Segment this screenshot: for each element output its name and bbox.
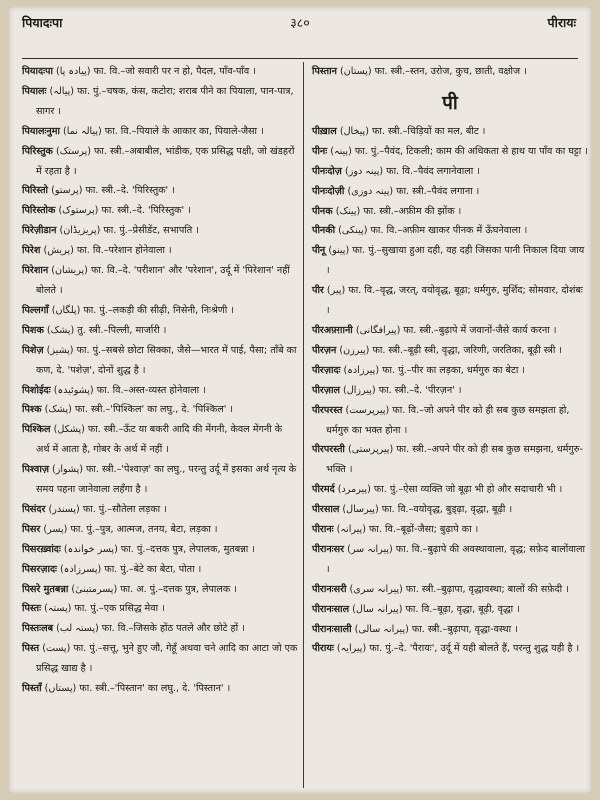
entry-headword: पीनःदोज़ [312,165,342,177]
entry-definition: (پسر) फा. पुं.–पुत्र, आत्मज, तनय, बेटा, लड़का । [40,523,218,535]
entry-definition: (پیالہ) फा. पुं.–चषक, कंस, कटोरा; शराब पीने का पियाला, पान-पात्र, सागर । [36,85,294,117]
entry-headword: पीख़ाल [312,125,337,137]
entry-headword: पिरिस्तुक [22,145,53,157]
entry-headword: पिसर [22,523,41,535]
entry-headword: पीनःदोज़ी [312,185,345,197]
entry-definition: (پیرانہ سر) फा. वि.–बुढ़ापे की अवस्थावाला, वृद्ध; सफ़ेद बालोंवाला । [326,543,586,575]
entry-definition: (پسرمتبنیٰ) फा. अ. पुं.–दत्तक पुत्र, लेपालक । [68,583,237,595]
entry-headword: पिसरज़ादः [22,563,57,575]
entry-headword: पीरज़ादः [312,364,341,376]
dictionary-entry [22,261,298,301]
dictionary-entry [312,500,588,520]
entry-definition: (پشک) फा. स्त्री.–'पिश्किल' का लघु., दे. 'पिश्किल' । [41,404,234,416]
entry-definition: (پستہ) फा. पुं.–एक प्रसिद्ध मेवा । [41,603,165,615]
entry-definition: (پستہ لب) फा. वि.–जिसके होंठ पतले और छोटे हों । [53,623,245,635]
dictionary-entry [22,460,298,500]
entry-headword: पीनः [312,145,328,157]
entry-definition: (پینہ) फा. पुं.–पैवंद, टिकली; काम की अधिकता से हाथ या पाँव का घट्टा । [327,145,588,157]
dictionary-entry [22,321,298,341]
entry-headword: पियालः [22,85,47,97]
dictionary-entry [312,202,588,222]
dictionary-entry [312,281,588,321]
entry-definition: (پیرانہ) फा. वि.–बूढ़ों-जैसा; बुढ़ापे का । [333,524,479,536]
dictionary-entry [312,440,588,480]
dictionary-entry [312,221,588,241]
dictionary-entry [22,301,298,321]
dictionary-entry [22,82,298,122]
dictionary-entry [312,182,588,202]
entry-definition: (پسرزادہ) फा. पुं.–बेटे का बेटा, पोता । [56,563,202,575]
entry-headword: पिशक [22,324,44,336]
entry-definition: (پینکی) फा. वि.–अफ़ीम खाकर पीनक में ऊँघनेवाला । [335,225,528,237]
entry-headword: पिरिस्तोक [22,205,56,217]
header-rule [22,58,578,59]
entry-definition: (پیرمرد) फा. पुं.–ऐसा व्यक्ति जो बूढ़ा भी हो और सदाचारी भी । [334,484,563,496]
dictionary-entry [312,162,588,182]
entry-definition: (پشواز) फा. स्त्री.–'पेश्वाज़' का लघु., परन्तु उर्दू में इसका अर्थ नृत्य के समय पहना जानेवाला लहँगा है । [36,464,297,496]
entry-headword: पिसंदर [22,503,46,515]
dictionary-entry [22,500,298,520]
entry-headword: पीरानःसरी [312,583,347,595]
entry-definition: (پرستوک) फा. स्त्री.–दे. 'पिरिस्तुक' । [55,205,191,217]
dictionary-page [8,6,592,794]
entry-definition: (پیرانہ سری) फा. स्त्री.–बुढ़ापा, वृद्धावस्था; बालों की सफ़ेदी । [346,583,569,595]
section-heading: पी [442,91,458,114]
right-top-entries [312,62,588,82]
entry-headword: पीरसाल [312,504,340,516]
entry-definition: (پیرانہ سالی) फा. स्त्री.–बुढ़ापा, वृद्धा-वस्था । [351,623,518,635]
entry-headword: पीर [312,285,324,297]
entry-definition: (پرستک) फा. स्त्री.–अबाबील, भांडीक, एक प्रसिद्ध पक्षी, जो खंडहरों में रहता है । [36,145,295,177]
entry-definition: (پینو) फा. पुं.–सुखाया हुआ दही, वह दही जिसका पानी निकाल दिया जाय । [325,245,585,277]
entry-headword: पीरज़ाल [312,384,340,396]
entry-headword: पिस्तःलब [22,623,54,635]
dictionary-entry [312,381,588,401]
dictionary-entry [22,639,298,679]
dictionary-entry [312,620,588,640]
dictionary-entry [312,580,588,600]
dictionary-entry [312,520,588,540]
dictionary-entry [312,639,588,659]
entry-headword: पिस्तान [312,66,337,77]
entry-headword: पीरअफ़्ग़ानी [312,324,353,336]
entry-headword: पिरेज़ीडान [22,225,57,237]
entry-headword: पिरेश [22,245,41,257]
entry-definition: (پینہ دوز) फा. वि.–पैवंद लगानेवाला । [341,165,480,177]
entry-headword: पिश्किल [22,424,51,436]
dictionary-entry [312,401,588,441]
dictionary-entry [22,540,298,560]
entry-definition: (پستاں) फा. स्त्री.–'पिस्तान' का लघु., दे. 'पिस्तान' । [41,683,231,695]
dictionary-entry [22,201,298,221]
entry-headword: पीनू [312,245,326,257]
entry-definition: (پیادہ پا) फा. वि.–जो सवारी पर न हो, पैदल, पाँव-पाँव । [52,66,256,77]
entry-definition: (پشکل) फा. स्त्री.–ऊँट या बकरी आदि की मेंगनी, केवल मेंगनी के अर्थ में आता है, गोबर के अर्थ में नहीं । [36,424,283,456]
entry-headword: पियालःनुमा [22,125,60,137]
right-column [312,62,588,659]
entry-headword: पीरपरस्त [312,404,343,416]
dictionary-entry [22,420,298,460]
entry-definition: (پریشان) फा. वि.–दे. 'परीशान' और 'परेशान', उर्दू में 'पिरेशान' नहीं बोलते । [36,265,290,296]
entry-headword: पिस्तः [22,603,42,615]
entry-definition: (پیرافگانی) फा. स्त्री.–बुढ़ापे में जवानों-जैसे कार्य करना । [352,324,557,336]
dictionary-entry [312,480,588,500]
entry-definition: (پشک) तु. स्त्री.–पिल्ली, मार्जारी । [43,324,167,336]
entry-definition: (پشوئیدہ) फा. वि.–अस्त-व्यस्त होनेवाला । [50,384,206,396]
dictionary-entry [312,241,588,281]
right-entries [312,122,588,659]
dictionary-entry [22,580,298,600]
dictionary-entry [22,62,298,82]
entry-definition: (پست) फा. पुं.–सत्तू, भुने हुए जौ, गेहूँ अथवा चने आदि का आटा जो एक प्रसिद्ध खाद्य है । [36,643,298,675]
entry-definition: (پیرزن) फा. स्त्री.–बूढ़ी स्त्री, वृद्धा, जरिणी, जरतिका, बूढ़ी स्त्री । [336,344,563,356]
page-number: ३८० [290,15,310,30]
entry-definition: (پیرپرست) फा. वि.–जो अपने पीर को ही सब कुछ समझता हो, धर्मगुरु का भक्त होना । [326,404,570,436]
dictionary-entry [312,341,588,361]
dictionary-entry [312,321,588,341]
entry-headword: पीनकी [312,225,336,237]
entry-definition: (پیرسال) फा. वि.–वयोवृद्ध, बुड्ढ़ा, वृद्धा, बूढ़ी । [339,504,513,516]
entry-headword: पिस्ताँ [22,683,42,695]
entry-definition: (پسندر) फा. पुं.–सौतेला लड़का । [45,503,167,515]
dictionary-entry [22,241,298,261]
entry-definition: (پیرزادہ) फा. पुं.–पीर का लड़का, धर्मगुरु का बेटा । [340,364,526,376]
entry-definition: (پیر) फा. वि.–वृद्ध, जरत्, वयोवृद्ध, बूढ़ा; धर्मगुरु, मुर्शिद; सोमवार, दोशंबः । [323,285,583,317]
entry-headword: पिल्लगाँ [22,304,49,316]
dictionary-entry [22,599,298,619]
entry-definition: (پیخال) फा. स्त्री.–चिड़ियों का मल, बीट । [336,125,486,137]
dictionary-entry [312,600,588,620]
entry-definition: (پیرپرستی) फा. स्त्री.–अपने पीर को ही सब कुछ समझना, धर्मगुरु-भक्ति । [326,444,583,476]
dictionary-entry [22,679,298,699]
dictionary-entry [312,122,588,142]
entry-headword: पीरपरस्ती [312,444,345,456]
entry-headword: पीरानःसर [312,543,345,555]
entry-definition: (پیالہ نما) फा. वि.–पियाले के आकार का, पियाले-जैसा । [59,125,264,137]
entry-headword: पिस्त [22,643,40,655]
dictionary-entry [22,122,298,142]
dictionary-entry [22,221,298,241]
entry-definition: (پشیز) फा. पुं.–सबसे छोटा सिक्का, जैसे—भारत में पाई, पैसा; ताँबे का कण, दे. 'पशेज़', दोनों शुद्ध है । [36,344,297,376]
dictionary-entry [22,181,298,201]
entry-headword: पीरानः [312,524,334,536]
entry-headword: पिश्वाज़ [22,464,49,476]
entry-headword: पीरानःसाली [312,623,352,635]
dictionary-entry [22,520,298,540]
entry-definition: (پیرزال) फा. स्त्री.–दे. 'पीरज़न' । [339,384,462,396]
entry-headword: पिसरे मुतबन्ना [22,583,69,595]
page-header [18,14,582,36]
entry-headword: पीरानःसाल [312,603,350,615]
header-left-guideword: पियादःपा [22,15,63,30]
entry-headword: पिशेज़ [22,344,44,356]
entry-definition: (پسر خواندہ) फा. पुं.–दत्तक पुत्र, लेपालक, मुतबन्ना । [60,543,255,555]
entry-definition: (پیرانہ سال) फा. वि.–बूढ़ा, वृद्धा, बूढ़ी, वृद्धा । [349,603,520,615]
entry-headword: पिरिस्तो [22,185,49,197]
dictionary-entry [22,619,298,639]
entry-headword: पिश्क [22,404,42,416]
dictionary-entry [22,341,298,381]
dictionary-entry [312,142,588,162]
entry-definition: (پستان) फा. स्त्री.–स्तन, उरोज, कुच, छाती, वक्षोज । [336,66,527,77]
entry-definition: (پیرایہ) फा. पुं.–दे. 'पैरायः', उर्दू में यही बोलते हैं, परन्तु शुद्ध यही है । [333,643,580,655]
dictionary-entry [22,400,298,420]
entry-definition: (پریزیڈان) फा. पुं.–प्रेसीडेंट, सभापति । [56,225,199,237]
dictionary-entry [22,142,298,182]
dictionary-entry [312,361,588,381]
entry-definition: (پینک) फा. स्त्री.–अफ़ीम की झोंक । [332,205,462,217]
entry-headword: पिशोईदः [22,384,51,396]
dictionary-entry [312,62,588,82]
entry-headword: पीरमर्द [312,484,335,496]
dictionary-entry [22,381,298,401]
entry-headword: पियादःपा [22,66,53,77]
column-divider [303,62,304,788]
entry-headword: पीरायः [312,643,334,655]
entry-definition: (پلگاں) फा. पुं.–लकड़ी की सीढ़ी, निसेनी, निःश्रेणी । [48,304,234,316]
dictionary-entry [22,560,298,580]
entry-headword: पीरज़न [312,344,337,356]
entry-definition: (پینہ دوزی) फा. स्त्री.–पैवंद लगाना । [344,185,480,197]
left-column [22,62,298,699]
dictionary-entry [312,540,588,580]
entry-definition: (پرستو) फा. स्त्री.–दे. 'पिरिस्तुक' । [48,185,175,197]
entry-headword: पिरेशान [22,265,49,277]
entry-headword: पिसरख़्वांदः [22,543,61,555]
entry-definition: (پریش) फा. वि.–परेशान होनेवाला । [40,245,172,257]
header-right-guideword: पीरायः [547,15,576,30]
entry-headword: पीनक [312,205,333,217]
